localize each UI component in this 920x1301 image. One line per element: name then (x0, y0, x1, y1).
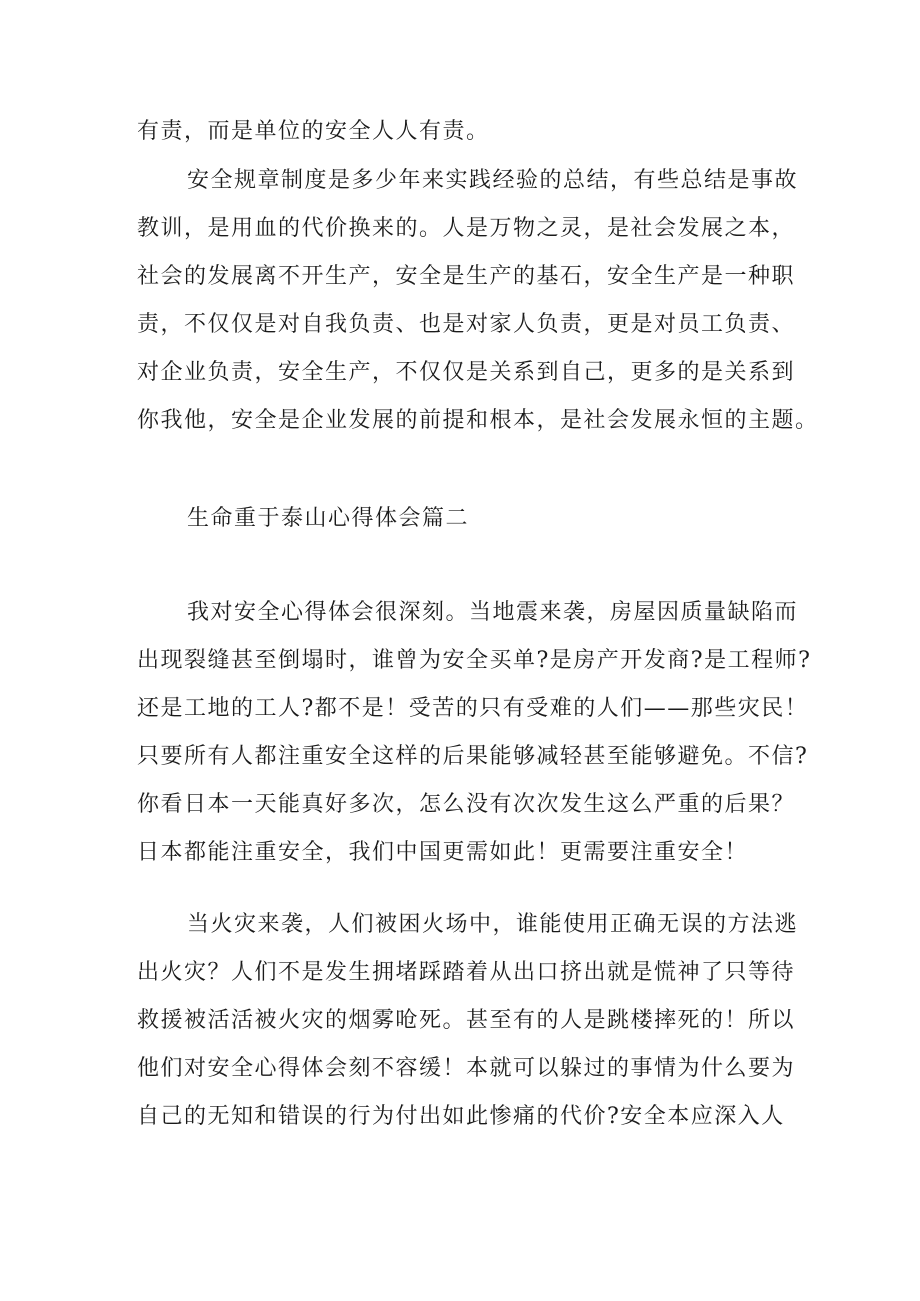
text-line: 只要所有人都注重安全这样的后果能够减轻甚至能够避免。不信? (137, 744, 809, 769)
text-line: 有责，而是单位的安全人人有责。 (137, 119, 490, 144)
text-line: 教训，是用血的代价换来的。人是万物之灵，是社会发展之本， (137, 216, 796, 241)
text-line: 责，不仅仅是对自我负责、也是对家人负责，更是对员工负责、 (137, 312, 796, 337)
text-line: 社会的发展离不开生产，安全是生产的基石，安全生产是一种职 (137, 264, 796, 289)
text-line: 还是工地的工人?都不是！受苦的只有受难的人们——那些灾民！ (137, 696, 809, 721)
text-line: 对企业负责，安全生产，不仅仅是关系到自己，更多的是关系到 (137, 360, 796, 385)
text-line: 我对安全心得体会很深刻。当地震来袭，房屋因质量缺陷而 (187, 600, 799, 625)
text-line: 你看日本一天能真好多次，怎么没有次次发生这么严重的后果？ (137, 792, 796, 817)
text-line: 救援被活活被火灾的烟雾呛死。甚至有的人是跳楼摔死的！所以 (137, 1008, 796, 1033)
text-line: 自己的无知和错误的行为付出如此惨痛的代价?安全本应深入人 (137, 1104, 785, 1129)
text-line: 安全规章制度是多少年来实践经验的总结，有些总结是事故 (187, 168, 799, 193)
text-line: 当火灾来袭，人们被困火场中，谁能使用正确无误的方法逃 (187, 912, 799, 937)
text-line: 日本都能注重安全，我们中国更需如此！更需要注重安全！ (137, 840, 749, 865)
text-line: 出火灾？人们不是发生拥堵踩踏着从出口挤出就是慌神了只等待 (137, 960, 796, 985)
text-line: 出现裂缝甚至倒塌时，谁曾为安全买单?是房产开发商?是工程师? (137, 648, 812, 673)
text-line: 他们对安全心得体会刻不容缓！本就可以躲过的事情为什么要为 (137, 1056, 796, 1081)
section-heading: 生命重于泰山心得体会篇二 (187, 506, 470, 531)
text-line: 你我他，安全是企业发展的前提和根本，是社会发展永恒的主题。 (137, 408, 819, 433)
